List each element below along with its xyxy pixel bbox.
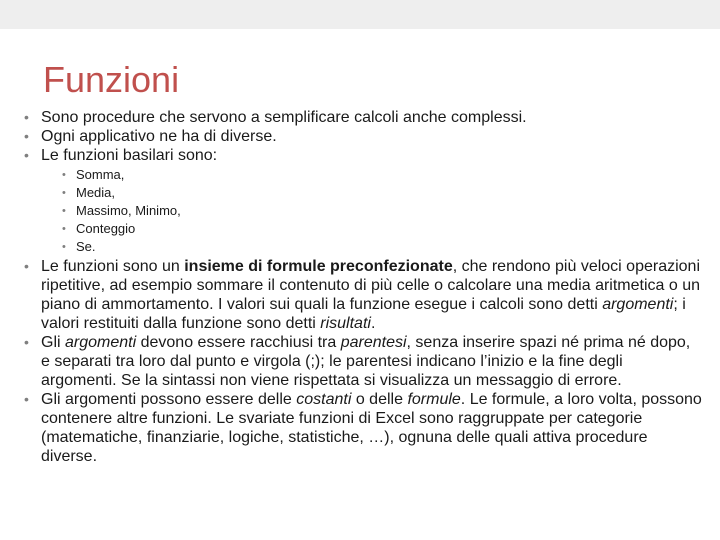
italic-run: formule <box>407 391 461 408</box>
bullet-list <box>22 108 702 466</box>
sub-bullet-item: • Se. <box>62 238 702 256</box>
text-run: Le funzioni sono un <box>41 258 185 275</box>
slide-body <box>22 108 702 466</box>
italic-run: costanti <box>296 391 352 408</box>
sub-bullet-item: • Conteggio <box>62 220 702 238</box>
text-run: devono essere racchiusi tra <box>136 334 341 351</box>
bullet-item <box>22 390 702 466</box>
text-run: , che rendono più veloci operazioni ripetitive, ad esempio sommare il contenuto di più celle o calcolare una media aritmetica o un piano di ammortamento. I valori sui quali la funzione esegue i calcoli sono detti <box>41 258 701 313</box>
sub-bullet-item: • Media, <box>62 184 702 202</box>
text-run: , senza inserire spazi né prima né dopo, e separati tra loro dal punto e virgola (;); le parentesi indicano l’inizio e la fine degli argomenti. Se la sintassi non viene rispettata si visualizza un messaggio di errore. <box>41 334 691 389</box>
bold-run: insieme di formule preconfezionate <box>184 258 453 275</box>
bullet-item: • Sono procedure che servono a semplificare calcoli anche complessi. <box>22 108 702 127</box>
italic-run: argomenti <box>65 334 137 351</box>
italic-run: argomenti <box>602 296 674 313</box>
sub-bullet-item: • Somma, <box>62 166 702 184</box>
sub-bullet-list <box>62 166 702 256</box>
text-run: Gli argomenti possono essere delle <box>41 391 297 408</box>
bullet-item <box>22 146 702 256</box>
italic-run: risultati <box>320 315 371 332</box>
bullet-item <box>22 333 702 390</box>
text-run: o delle <box>351 391 408 408</box>
bullet-item: • Ogni applicativo ne ha di diverse. <box>22 127 702 146</box>
text-run: ; i valori restituiti dalla funzione sono detti <box>41 296 686 332</box>
top-bar <box>0 0 720 29</box>
italic-run: parentesi <box>340 334 407 351</box>
bullet-text: Le funzioni basilari sono: <box>41 147 218 164</box>
text-run: Gli <box>41 334 65 351</box>
bullet-item <box>22 257 702 333</box>
text-run: . <box>370 315 376 332</box>
sub-bullet-item: • Massimo, Minimo, <box>62 202 702 220</box>
text-run: . Le formule, a loro volta, possono contenere altre funzioni. Le svariate funzioni di Excel sono raggruppate per categorie (matematiche, finanziarie, logiche, statistiche, …), ognuna delle quali attiva procedure diverse. <box>41 391 702 465</box>
slide-title: Funzioni <box>43 59 180 100</box>
